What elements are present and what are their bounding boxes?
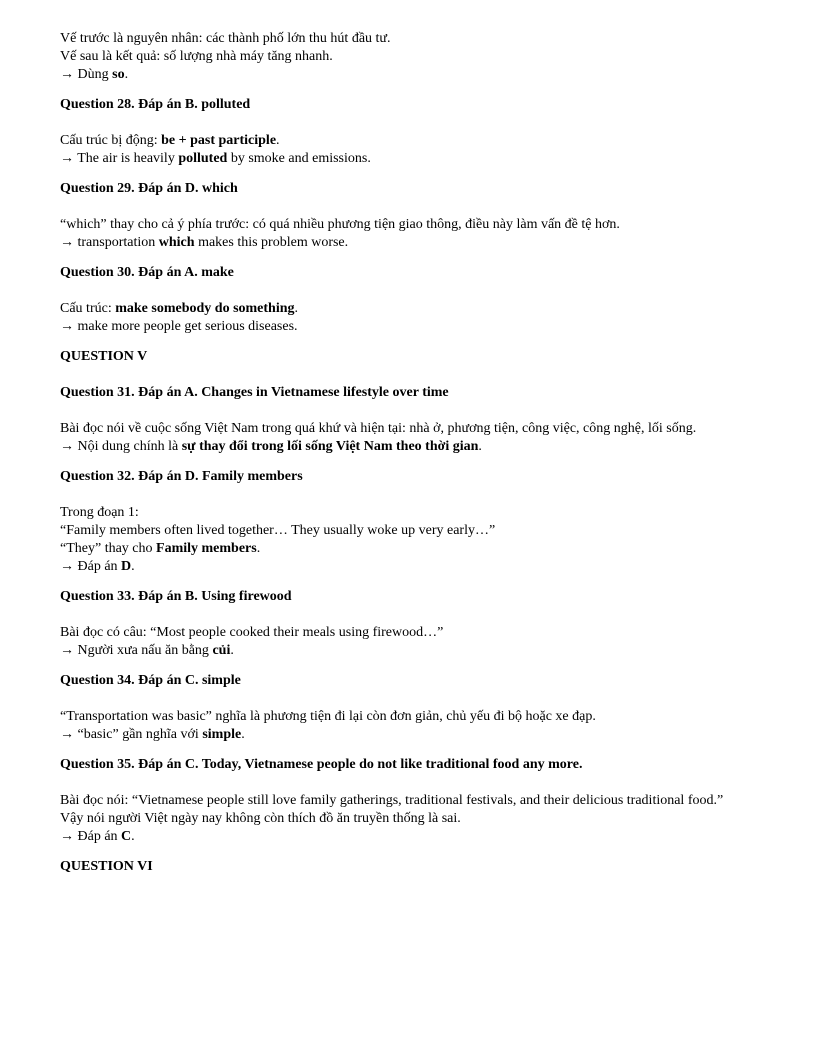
text-line: → Đáp án C. (60, 829, 135, 844)
document-page (60, 30, 760, 894)
text-line: → Đáp án D. (60, 559, 135, 574)
intro-paragraph (60, 30, 760, 84)
text-line: “They” thay cho Family members. (60, 541, 261, 556)
text-line: → transportation which makes this problem worse. (60, 235, 349, 250)
text-line: → Người xưa nấu ăn bằng củi. (60, 643, 234, 658)
text-line: Trong đoạn 1: (60, 505, 139, 520)
question-30-explanation (60, 300, 760, 336)
question-29-heading: Question 29. Đáp án D. which (60, 181, 238, 196)
question-34-explanation (60, 708, 760, 744)
question-30-heading: Question 30. Đáp án A. make (60, 265, 234, 280)
text-line: Vậy nói người Việt ngày nay không còn thích đồ ăn truyền thống là sai. (60, 811, 461, 826)
question-35-explanation (60, 792, 760, 846)
question-32-heading: Question 32. Đáp án D. Family members (60, 469, 303, 484)
question-33-heading: Question 33. Đáp án B. Using firewood (60, 589, 292, 604)
text-line: → Dùng so. (60, 67, 129, 82)
text-line: Cấu trúc: make somebody do something. (60, 301, 299, 316)
text-line: Bài đọc nói: “Vietnamese people still love family gatherings, traditional festivals, and their delicious traditional food.” (60, 793, 724, 808)
text-line: “which” thay cho cả ý phía trước: có quá nhiều phương tiện giao thông, điều này làm vấn đề tệ hơn. (60, 217, 620, 232)
question-31-heading: Question 31. Đáp án A. Changes in Vietnamese lifestyle over time (60, 385, 449, 400)
question-32-explanation (60, 504, 760, 576)
text-line: Bài đọc nói về cuộc sống Việt Nam trong quá khứ và hiện tại: nhà ở, phương tiện, công việc, công nghệ, lối sống. (60, 421, 697, 436)
question-31-explanation (60, 420, 760, 456)
section-6-heading: QUESTION VI (60, 859, 153, 874)
question-33-explanation (60, 624, 760, 660)
question-28-heading: Question 28. Đáp án B. polluted (60, 97, 251, 112)
text-line: → make more people get serious diseases. (60, 319, 298, 334)
question-28-explanation (60, 132, 760, 168)
text-line: Bài đọc có câu: “Most people cooked their meals using firewood…” (60, 625, 444, 640)
text-line: Cấu trúc bị động: be + past participle. (60, 133, 280, 148)
text-line: Vế trước là nguyên nhân: các thành phố lớn thu hút đầu tư. (60, 31, 391, 46)
text-line: “Transportation was basic” nghĩa là phương tiện đi lại còn đơn giản, chủ yếu đi bộ hoặc xe đạp. (60, 709, 596, 724)
question-35-heading: Question 35. Đáp án C. Today, Vietnamese people do not like traditional food any more. (60, 757, 583, 772)
text-line: → The air is heavily polluted by smoke and emissions. (60, 151, 371, 166)
text-line: → “basic” gần nghĩa với simple. (60, 727, 245, 742)
question-29-explanation (60, 216, 760, 252)
text-line: “Family members often lived together… They usually woke up very early…” (60, 523, 496, 538)
text-line: → Nội dung chính là sự thay đổi trong lối sống Việt Nam theo thời gian. (60, 439, 482, 454)
text-line: Vế sau là kết quả: số lượng nhà máy tăng nhanh. (60, 49, 333, 64)
question-34-heading: Question 34. Đáp án C. simple (60, 673, 241, 688)
section-5-heading: QUESTION V (60, 349, 148, 364)
